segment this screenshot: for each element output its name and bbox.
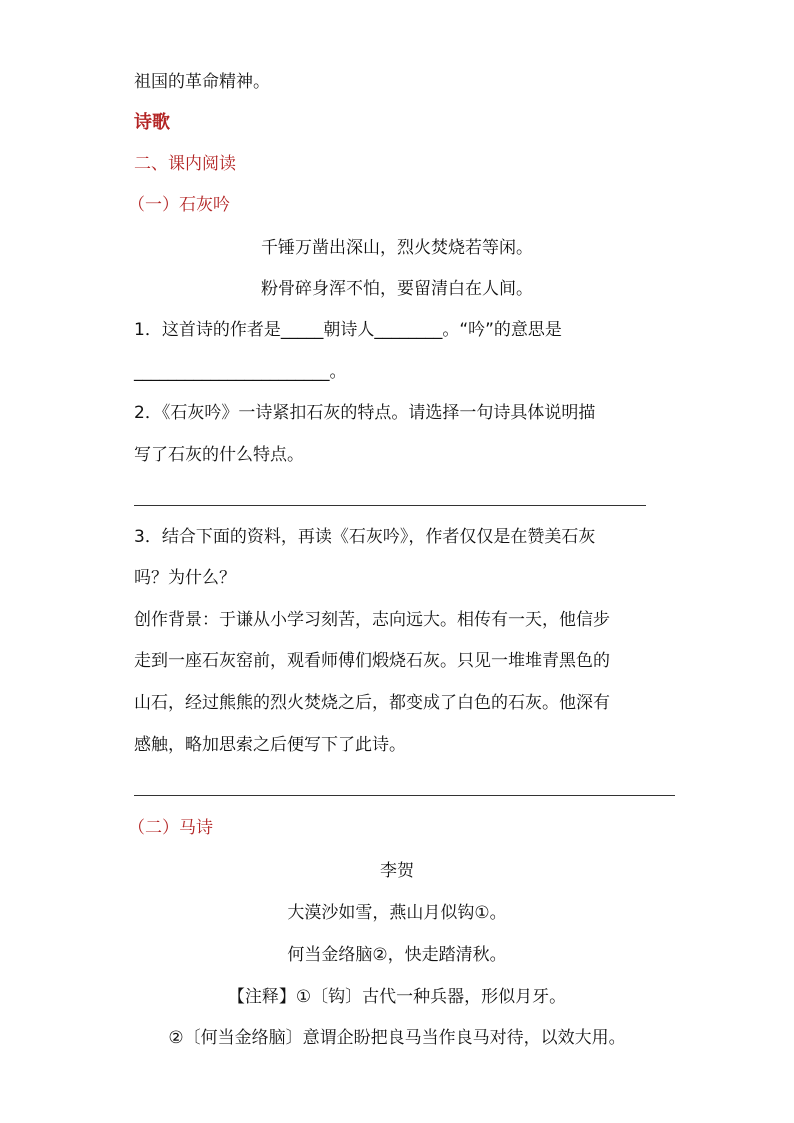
continuation-text: 祖国的革命精神。 (134, 72, 270, 92)
background-line-3: 山石，经过熊熊的烈火焚烧之后，都变成了白色的石灰。他深有 (134, 693, 610, 713)
question-1-blank: _______________________。 (134, 362, 347, 382)
answer-line-2 (134, 505, 646, 506)
poem1-line-2: 粉骨碎身浑不怕，要留清白在人间。 (261, 279, 533, 299)
background-line-2: 走到一座石灰窑前，观看师傅们煅烧石灰。只见一堆堆青黑色的 (134, 651, 610, 671)
question-1: 1．这首诗的作者是_____朝诗人________。“吟”的意思是 (134, 320, 562, 340)
question-3-line-2: 吗？为什么？ (134, 568, 236, 588)
poem2-line-2: 何当金络脑②，快走踏清秋。 (287, 945, 507, 965)
background-line-4: 感触，略加思索之后便写下了此诗。 (134, 735, 406, 755)
poem2-author: 李贺 (380, 861, 414, 881)
poem2-line-1: 大漠沙如雪，燕山月似钩①。 (287, 903, 507, 923)
poem2-heading: （二）马诗 (128, 818, 213, 838)
poem2-note-1: 【注释】①〔钩〕古代一种兵器，形似月牙。 (227, 987, 567, 1007)
answer-line-3 (134, 795, 675, 796)
poem1-line-1: 千锤万凿出深山，烈火焚烧若等闲。 (261, 238, 533, 258)
section-title: 诗歌 (134, 112, 170, 133)
question-2-line-2: 写了石灰的什么特点。 (134, 445, 304, 465)
question-3-line-1: 3．结合下面的资料，再读《石灰吟》，作者仅仅是在赞美石灰 (134, 527, 596, 547)
poem1-heading: （一）石灰吟 (128, 195, 230, 215)
part-heading: 二、课内阅读 (134, 154, 236, 174)
background-line-1: 创作背景：于谦从小学习刻苦，志向远大。相传有一天，他信步 (134, 610, 610, 630)
question-2-line-1: 2．《石灰吟》一诗紧扣石灰的特点。请选择一句诗具体说明描 (134, 403, 596, 423)
poem2-note-2: ②〔何当金络脑〕意谓企盼把良马当作良马对待，以效大用。 (168, 1028, 626, 1048)
